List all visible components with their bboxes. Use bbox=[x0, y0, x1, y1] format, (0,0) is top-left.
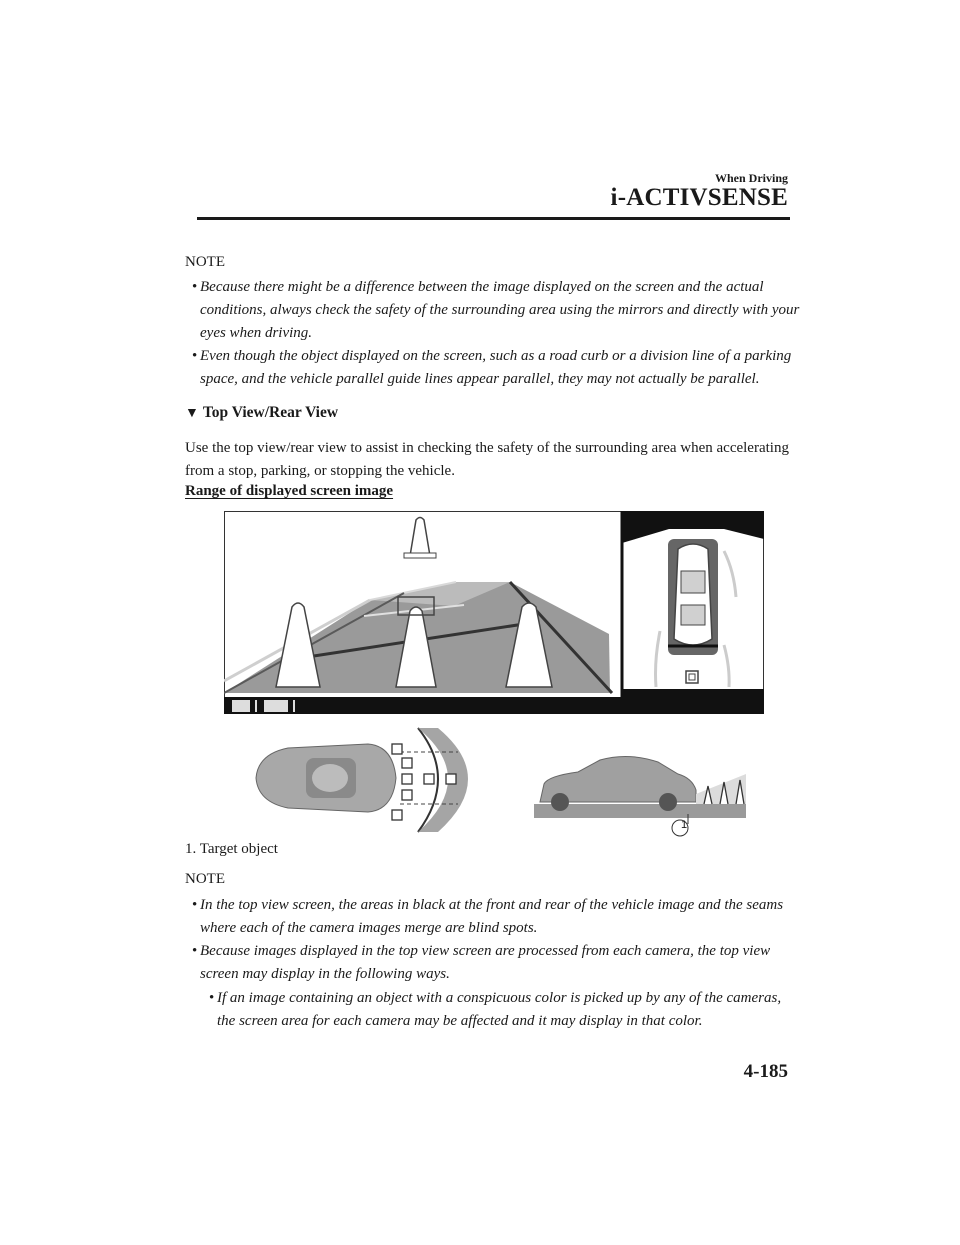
note-label: NOTE bbox=[185, 254, 225, 270]
bullet-dot-icon: • bbox=[192, 897, 198, 913]
section-title: When Driving bbox=[714, 171, 788, 185]
note-bullet: • Even though the object displayed on the screen, such as a road curb or a division line of a parking space, and the vehicle parallel guide lines appear parallel, they may not actually be parallel. bbox=[200, 345, 800, 391]
chapter-title: i-ACTIVSENSE bbox=[610, 184, 788, 211]
bullet-dot-icon: • bbox=[192, 943, 198, 959]
bullet-dot-icon: • bbox=[209, 990, 215, 1006]
car-top-view bbox=[256, 744, 396, 812]
camera-screen-illustration bbox=[224, 511, 764, 714]
subsection-heading: Range of displayed screen image bbox=[185, 483, 394, 499]
triangle-down-icon: ▼ bbox=[185, 406, 199, 421]
callout-number: 1 bbox=[680, 819, 688, 831]
header-rule bbox=[197, 217, 790, 220]
note-sub-bullet: • If an image containing an object with a conspicuous color is picked up by any of the cameras, the screen area for each camera may be affected and it may display in that color. bbox=[217, 987, 797, 1033]
bullet-dot-icon: • bbox=[192, 348, 198, 364]
page-number: 4-185 bbox=[743, 1061, 788, 1082]
detection-range-illustration bbox=[248, 722, 746, 840]
note-bullet: • Because there might be a difference between the image displayed on the screen and the actual conditions, always check the safety of the surrounding area using the mirrors and directly with your eyes when driving. bbox=[200, 276, 800, 345]
car-side-view bbox=[534, 756, 746, 836]
bullet-dot-icon: • bbox=[192, 279, 198, 295]
note-label: NOTE bbox=[185, 871, 225, 887]
note-bullet: • Because images displayed in the top view screen are processed from each camera, the top view screen may display in the following ways. bbox=[200, 940, 800, 986]
section-body: Use the top view/rear view to assist in checking the safety of the surrounding area when accelerating from a stop, parking, or stopping the vehicle. bbox=[185, 440, 789, 479]
note-bullet: • In the top view screen, the areas in black at the front and rear of the vehicle image and the seams where each of the camera images merge are blind spots. bbox=[200, 894, 800, 940]
section-heading: ▼ Top View/Rear View bbox=[185, 404, 339, 421]
figure-caption: 1. Target object bbox=[185, 841, 278, 857]
